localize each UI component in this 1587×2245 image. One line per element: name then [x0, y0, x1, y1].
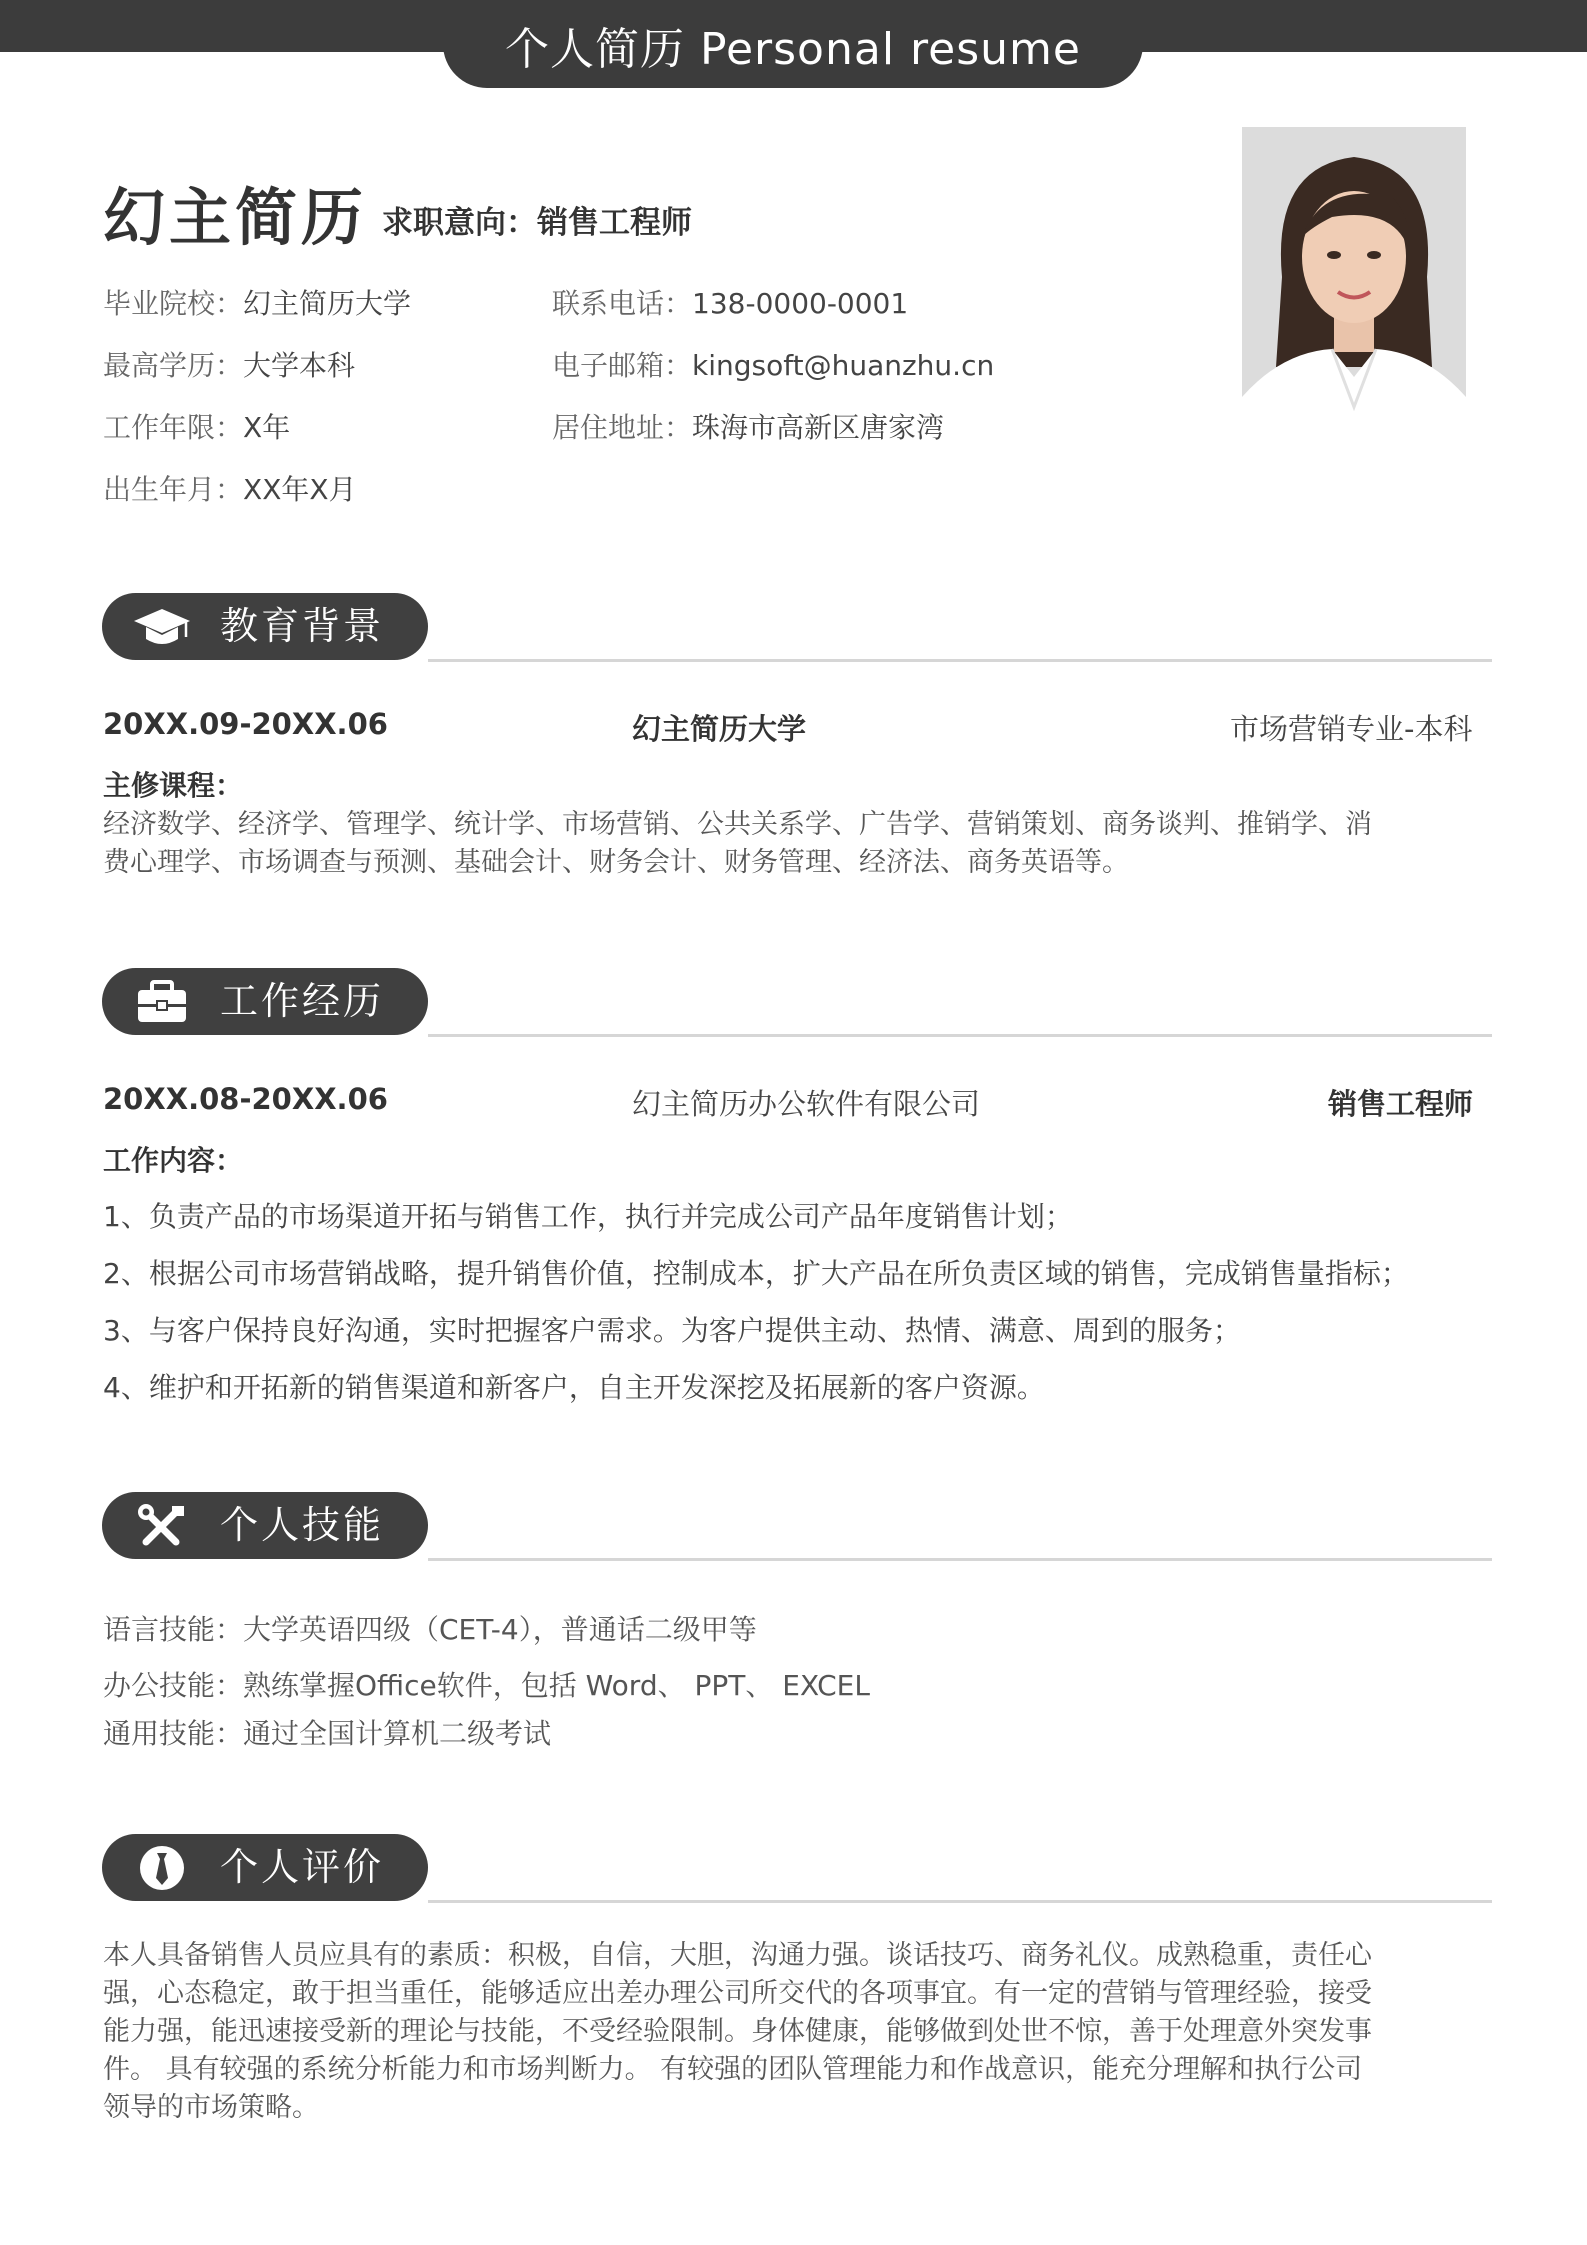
- courses-line: 经济数学、经济学、管理学、统计学、市场营销、公共关系学、广告学、营销策划、商务谈判、推销学、消: [103, 809, 1372, 840]
- info-value: 138-0000-0001: [692, 287, 909, 320]
- section-header-education: [102, 593, 428, 660]
- tools-icon: [132, 1502, 192, 1550]
- work-company: 幻主简历办公软件有限公司: [632, 1087, 981, 1121]
- education-school: 幻主简历大学: [632, 712, 807, 746]
- section-divider: [428, 1034, 1492, 1037]
- info-phone: [552, 282, 908, 322]
- skill-item: 语言技能：大学英语四级（CET-4），普通话二级甲等: [103, 1613, 757, 1646]
- section-title: 教育背景: [220, 604, 385, 648]
- work-item: 2、根据公司市场营销战略，提升销售价值，控制成本，扩大产品在所负责区域的销售，完成销售量指标；: [103, 1257, 1409, 1290]
- work-item: 4、维护和开拓新的销售渠道和新客户，自主开发深挖及拓展新的客户资源。: [103, 1371, 1045, 1404]
- info-label: 电子邮箱：: [552, 349, 693, 382]
- resume-name: 幻主简历: [103, 181, 368, 254]
- info-value: 幻主简历大学: [243, 287, 412, 320]
- courses-label: 主修课程：: [103, 769, 244, 802]
- work-period: 20XX.08-20XX.06: [103, 1082, 388, 1116]
- info-address: [552, 406, 944, 446]
- job-intent: [382, 197, 692, 242]
- info-label: 居住地址：: [552, 411, 693, 444]
- info-value: 大学本科: [243, 349, 356, 382]
- job-intent-value: 销售工程师: [537, 205, 692, 241]
- banner-title: 个人简历 Personal resume: [443, 0, 1143, 88]
- section-title: 个人评价: [220, 1845, 385, 1889]
- work-content-label: 工作内容：: [103, 1144, 244, 1177]
- info-value: X年: [243, 411, 291, 444]
- section-title: 工作经历: [220, 979, 385, 1023]
- info-label: 工作年限：: [103, 411, 244, 444]
- section-divider: [428, 1900, 1492, 1903]
- evaluation-line: 领导的市场策略。: [103, 2092, 319, 2123]
- info-label: 联系电话：: [552, 287, 693, 320]
- work-item: 1、负责产品的市场渠道开拓与销售工作，执行并完成公司产品年度销售计划；: [103, 1200, 1073, 1233]
- info-degree: [103, 344, 355, 384]
- work-position: 销售工程师: [1328, 1087, 1474, 1121]
- info-email: [552, 344, 994, 384]
- info-value: kingsoft@huanzhu.cn: [692, 349, 995, 382]
- info-label: 出生年月：: [103, 473, 244, 506]
- info-work-years: [103, 406, 290, 446]
- section-header-skills: [102, 1492, 428, 1559]
- evaluation-line: 本人具备销售人员应具有的素质：积极，自信，大胆，沟通力强。谈话技巧、商务礼仪。成熟稳重，责任心: [103, 1940, 1372, 1971]
- info-school: [103, 282, 411, 322]
- info-birth: [103, 468, 357, 508]
- info-label: 毕业院校：: [103, 287, 244, 320]
- info-value: 珠海市高新区唐家湾: [692, 411, 945, 444]
- education-period: 20XX.09-20XX.06: [103, 707, 388, 741]
- job-intent-label: 求职意向：: [382, 205, 537, 241]
- skill-item: 通用技能：通过全国计算机二级考试: [103, 1717, 552, 1750]
- section-divider: [428, 1558, 1492, 1561]
- education-major: 市场营销专业-本科: [1230, 712, 1473, 746]
- briefcase-icon: [132, 978, 192, 1026]
- graduation-cap-icon: [132, 603, 192, 651]
- info-value: XX年X月: [243, 473, 357, 506]
- section-divider: [428, 659, 1492, 662]
- profile-photo: [1242, 127, 1466, 437]
- section-header-evaluation: [102, 1834, 428, 1901]
- portrait-illustration: [1242, 127, 1466, 437]
- section-header-work: [102, 968, 428, 1035]
- necktie-icon: [132, 1844, 192, 1892]
- evaluation-line: 件。 具有较强的系统分析能力和市场判断力。 有较强的团队管理能力和作战意识，能充分理解和执行公司: [103, 2054, 1363, 2085]
- evaluation-line: 强，心态稳定，敢于担当重任，能够适应出差办理公司所交代的各项事宜。有一定的营销与管理经验，接受: [103, 1978, 1372, 2009]
- skill-item: 办公技能：熟练掌握Office软件，包括 Word、 PPT、 EXCEL: [103, 1669, 870, 1702]
- work-item: 3、与客户保持良好沟通，实时把握客户需求。为客户提供主动、热情、满意、周到的服务；: [103, 1314, 1241, 1347]
- courses-line: 费心理学、市场调查与预测、基础会计、财务会计、财务管理、经济法、商务英语等。: [103, 847, 1129, 878]
- evaluation-line: 能力强，能迅速接受新的理论与技能，不受经验限制。身体健康，能够做到处世不惊，善于处理意外突发事: [103, 2016, 1372, 2047]
- info-label: 最高学历：: [103, 349, 244, 382]
- section-title: 个人技能: [220, 1503, 385, 1547]
